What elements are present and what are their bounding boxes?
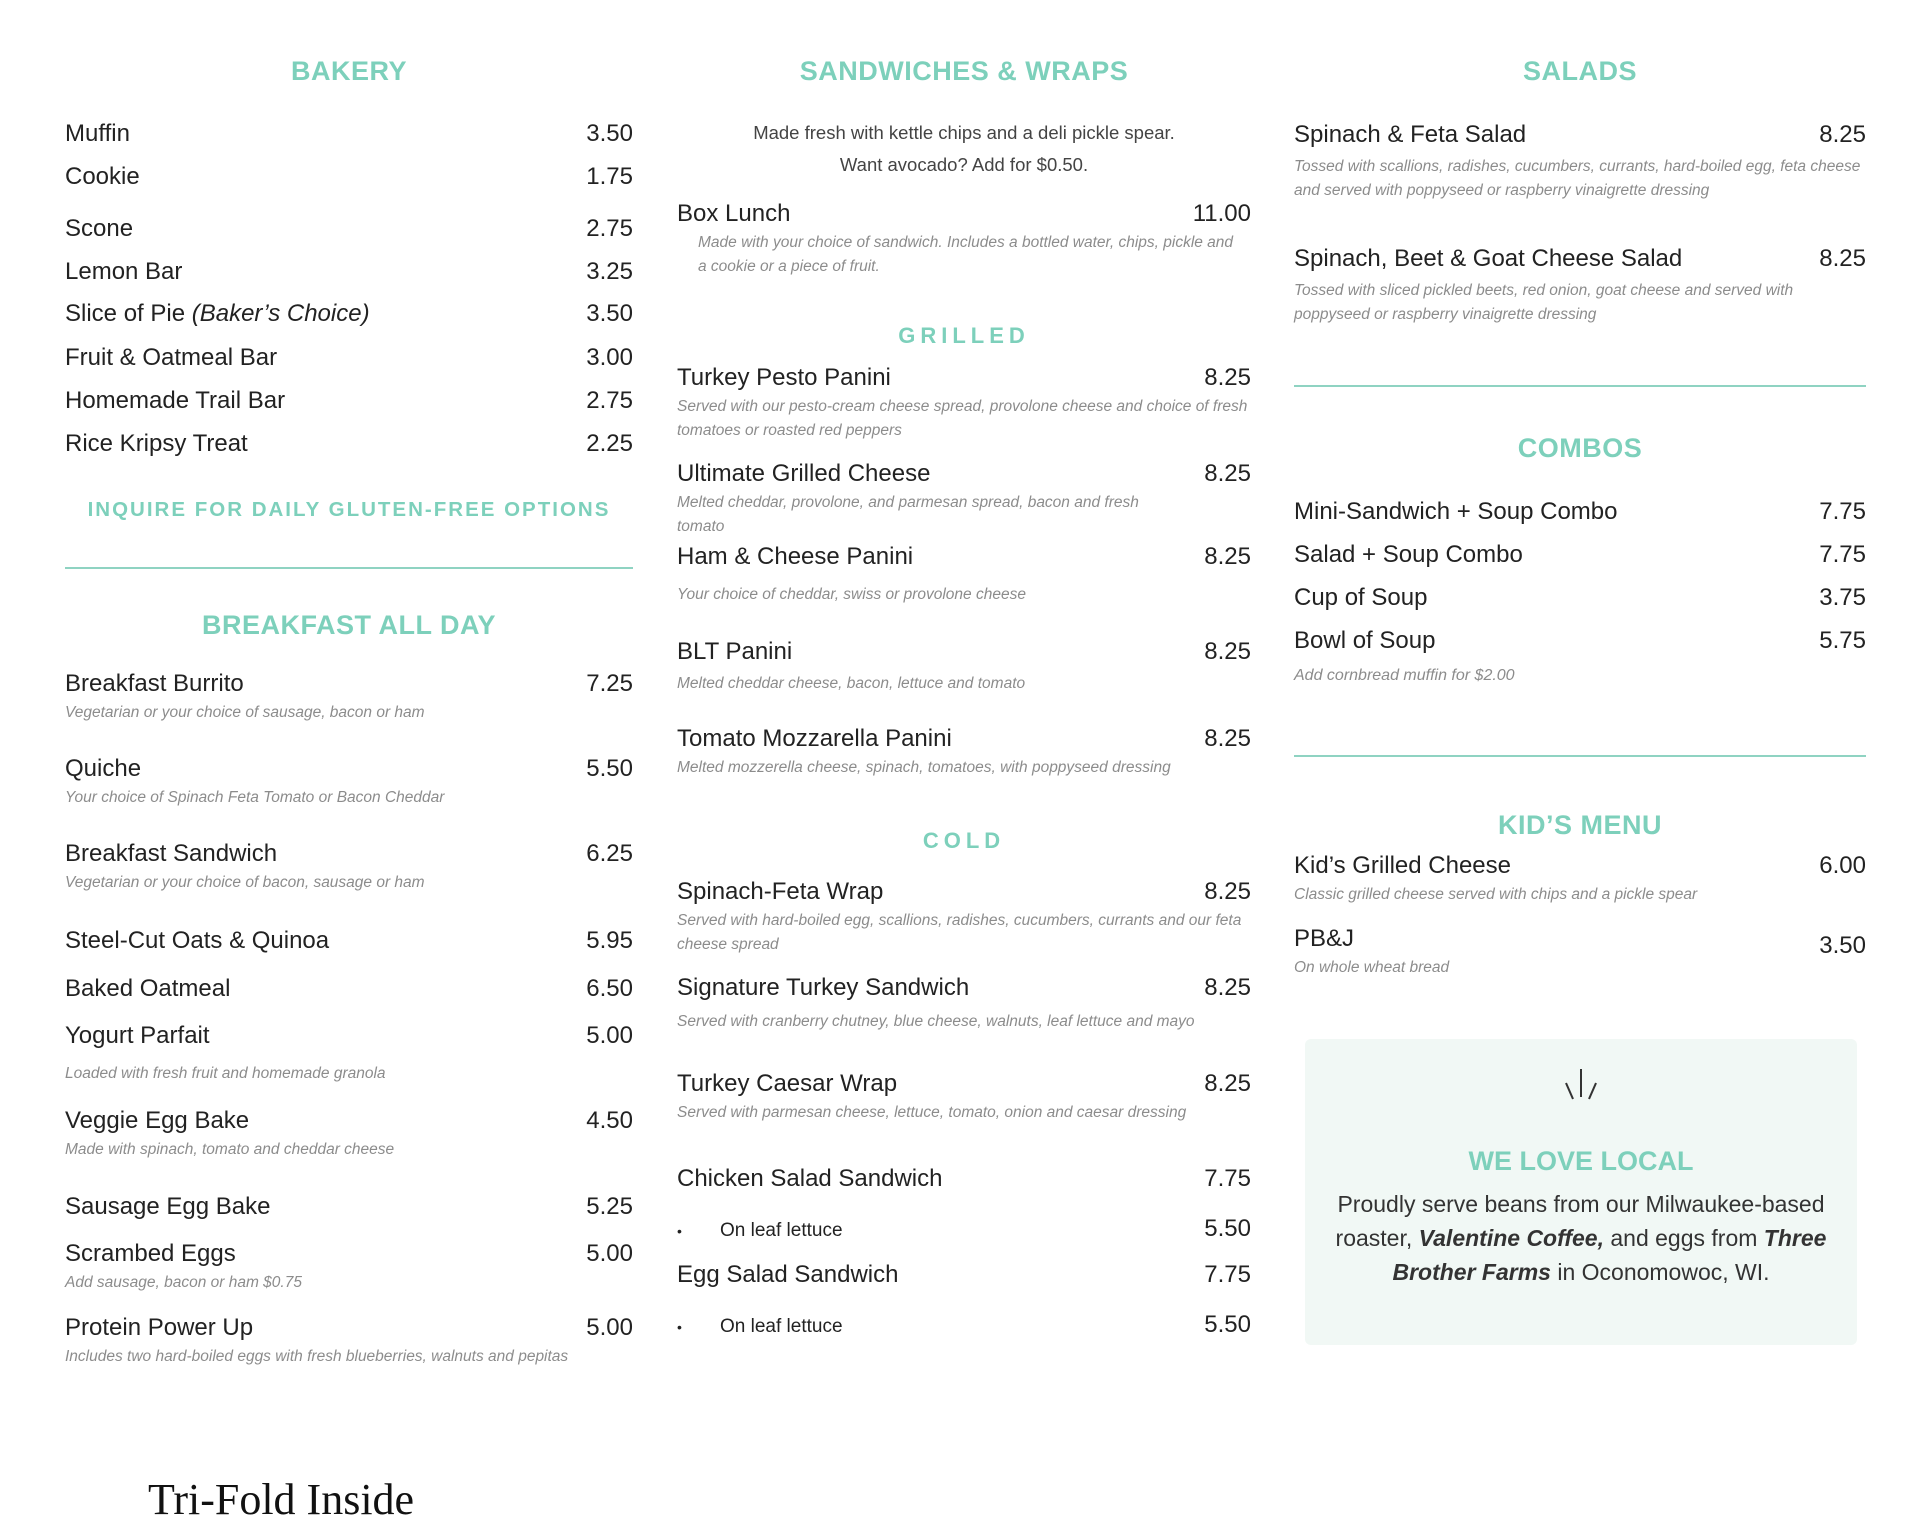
item-price: 2.25: [586, 430, 633, 457]
item-name: Cookie: [65, 163, 140, 190]
item-description: Vegetarian or your choice of sausage, bacon or ham: [65, 704, 425, 721]
item-name: Egg Salad Sandwich: [677, 1261, 899, 1288]
item-name: Cup of Soup: [1294, 584, 1428, 611]
menu-item: [677, 460, 1251, 539]
sub-item-label: On leaf lettuce: [720, 1316, 843, 1337]
menu-item: [65, 120, 633, 148]
local-text-part: in Oconomowoc, WI.: [1557, 1259, 1770, 1285]
item-description: Melted cheddar, provolone, and parmesan spread, bacon and fresh tomato: [677, 494, 1139, 535]
item-name: Kid’s Grilled Cheese: [1294, 852, 1511, 879]
item-price: 2.75: [586, 215, 633, 242]
item-name: Bowl of Soup: [1294, 627, 1436, 654]
item-description: Includes two hard-boiled eggs with fresh blueberries, walnuts and pepitas: [65, 1348, 569, 1365]
menu-sub-item: [677, 1311, 1251, 1339]
we-love-local-text: [1325, 1187, 1837, 1289]
item-price: 3.00: [586, 344, 633, 371]
item-name: Fruit & Oatmeal Bar: [65, 344, 278, 371]
item-price: 4.50: [586, 1107, 633, 1134]
item-name: Baked Oatmeal: [65, 975, 231, 1002]
item-name: [65, 300, 370, 328]
menu-item: [677, 1070, 1251, 1125]
item-name: BLT Panini: [677, 638, 793, 665]
menu-item: [65, 840, 633, 895]
item-price: 8.25: [1204, 974, 1251, 1001]
combos-heading: COMBOS: [1517, 433, 1643, 463]
item-price: 6.50: [586, 975, 633, 1002]
item-name: Protein Power Up: [65, 1314, 254, 1341]
coffee-roaster-name: Valentine Coffee,: [1418, 1225, 1604, 1251]
menu-item: [65, 670, 633, 725]
item-name: Yogurt Parfait: [65, 1022, 210, 1049]
item-name: Homemade Trail Bar: [65, 387, 286, 414]
menu-item: [677, 725, 1251, 780]
menu-item: [65, 215, 633, 243]
menu-item: [65, 755, 633, 810]
menu-item: [1294, 627, 1866, 655]
salads-heading: SALADS: [1522, 56, 1637, 86]
item-price: 5.00: [586, 1240, 633, 1267]
item-price: 3.50: [586, 120, 633, 147]
item-name: Rice Kripsy Treat: [65, 430, 248, 457]
menu-item: [1294, 245, 1866, 327]
item-description: Made with spinach, tomato and cheddar cheese: [65, 1141, 395, 1158]
item-name: Turkey Pesto Panini: [677, 364, 891, 391]
sandwiches-heading: SANDWICHES & WRAPS: [799, 56, 1129, 86]
item-name: Quiche: [65, 755, 142, 782]
item-price: 8.25: [1819, 245, 1866, 272]
menu-item: [65, 1240, 633, 1295]
cold-subheading: COLD: [922, 828, 1006, 853]
item-price: 7.75: [1204, 1261, 1251, 1288]
item-name: Scone: [65, 215, 134, 242]
item-description: Loaded with fresh fruit and homemade granola: [65, 1065, 386, 1082]
item-name: Spinach, Beet & Goat Cheese Salad: [1294, 245, 1683, 272]
local-text-part: and eggs from: [1610, 1225, 1758, 1251]
item-name: Breakfast Sandwich: [65, 840, 278, 867]
sub-item-name: [677, 1220, 843, 1242]
item-description: On whole wheat bread: [1294, 959, 1450, 976]
item-name: Scrambed Eggs: [65, 1240, 236, 1267]
item-description: Tossed with sliced pickled beets, red onion, goat cheese and served with poppyseed or raspberry vinaigrette dressing: [1294, 282, 1794, 323]
item-name: PB&J: [1294, 925, 1355, 952]
item-price: 5.25: [586, 1193, 633, 1220]
sub-item-name: [677, 1316, 843, 1338]
menu-item: [65, 300, 633, 328]
item-name: Veggie Egg Bake: [65, 1107, 250, 1134]
item-description: Tossed with scallions, radishes, cucumbers, currants, hard-boiled egg, feta cheese and served with poppyseed or raspberry vinaigrette dressing: [1294, 158, 1861, 199]
combo-note: Add cornbread muffin for $2.00: [1294, 667, 1515, 684]
section-divider: [1294, 385, 1866, 387]
item-name: Salad + Soup Combo: [1294, 541, 1523, 568]
item-description: Melted mozzerella cheese, spinach, tomatoes, with poppyseed dressing: [677, 759, 1171, 776]
menu-item: [65, 430, 633, 458]
item-name: Sausage Egg Bake: [65, 1193, 271, 1220]
menu-item: [677, 364, 1251, 443]
menu-item: [1294, 541, 1866, 569]
menu-item: [677, 200, 1251, 279]
menu-item: [1294, 584, 1866, 612]
item-description: Your choice of Spinach Feta Tomato or Bacon Cheddar: [65, 789, 445, 806]
item-price: 8.25: [1204, 1070, 1251, 1097]
item-description: Served with parmesan cheese, lettuce, tomato, onion and caesar dressing: [677, 1104, 1187, 1121]
menu-item: [677, 543, 1251, 607]
menu-item: [65, 927, 633, 955]
item-price: 8.25: [1819, 121, 1866, 148]
item-price: 5.75: [1819, 627, 1866, 654]
item-name-text: Slice of Pie: [65, 300, 186, 327]
we-love-local-panel: [1305, 1039, 1857, 1345]
sub-item-price: 5.50: [1204, 1311, 1251, 1338]
item-name: Box Lunch: [677, 200, 791, 227]
section-divider: [1294, 755, 1866, 757]
item-name: Tomato Mozzarella Panini: [677, 725, 952, 752]
item-price: 3.50: [1819, 932, 1866, 959]
item-description: Classic grilled cheese served with chips and a pickle spear: [1294, 886, 1698, 903]
item-name: Spinach-Feta Wrap: [677, 878, 884, 905]
item-name: Ham & Cheese Panini: [677, 543, 914, 570]
intro-line-1: Made fresh with kettle chips and a deli pickle spear.: [753, 122, 1175, 143]
intro-line-2: Want avocado? Add for $0.50.: [839, 154, 1089, 175]
item-name: Muffin: [65, 120, 130, 147]
menu-item: [677, 1261, 1251, 1289]
menu-item: [1294, 498, 1866, 526]
item-name: Ultimate Grilled Cheese: [677, 460, 931, 487]
menu-item: [677, 974, 1251, 1034]
local-text-part: Proudly serve beans from our Milwaukee-based roaster,: [1335, 1191, 1825, 1251]
item-price: 5.95: [586, 927, 633, 954]
item-name: Breakfast Burrito: [65, 670, 244, 697]
item-price: 1.75: [586, 163, 633, 190]
item-price: 2.75: [586, 387, 633, 414]
farm-name: Three Brother Farms: [1392, 1225, 1827, 1285]
menu-item: [65, 975, 633, 1003]
item-price: 8.25: [1204, 460, 1251, 487]
breakfast-heading: BREAKFAST ALL DAY: [201, 610, 497, 640]
item-price: 7.75: [1204, 1165, 1251, 1192]
section-divider: [65, 567, 633, 569]
item-price: 6.25: [586, 840, 633, 867]
item-price: 8.25: [1204, 543, 1251, 570]
grilled-subheading: GRILLED: [898, 323, 1030, 348]
sub-item-label: On leaf lettuce: [720, 1220, 843, 1241]
page-footer-label: Tri-Fold Inside: [148, 1475, 415, 1524]
item-price: 7.75: [1819, 541, 1866, 568]
item-name: Lemon Bar: [65, 258, 183, 285]
item-price: 7.25: [586, 670, 633, 697]
menu-item: [65, 1314, 633, 1369]
item-name: Steel-Cut Oats & Quinoa: [65, 927, 330, 954]
menu-item: [1294, 852, 1866, 907]
menu-item: [1294, 925, 1866, 980]
item-description: Served with our pesto-cream cheese spread, provolone cheese and choice of fresh tomatoes or roasted red peppers: [677, 398, 1248, 439]
menu-item: [65, 1022, 633, 1086]
item-name: Turkey Caesar Wrap: [677, 1070, 898, 1097]
item-description: Melted cheddar cheese, bacon, lettuce and tomato: [677, 675, 1026, 692]
menu-item: [677, 878, 1251, 957]
menu-item: [65, 1193, 633, 1221]
kids-heading: KID’S MENU: [1497, 810, 1662, 840]
item-name: Chicken Salad Sandwich: [677, 1165, 943, 1192]
item-name: Mini-Sandwich + Soup Combo: [1294, 498, 1618, 525]
item-price: 7.75: [1819, 498, 1866, 525]
item-description: Served with hard-boiled egg, scallions, radishes, cucumbers, currants and our feta cheese spread: [677, 912, 1242, 953]
item-note: (Baker’s Choice): [191, 300, 370, 327]
menu-item: [65, 344, 633, 372]
item-name: Spinach & Feta Salad: [1294, 121, 1527, 148]
menu-item: [1294, 121, 1866, 203]
item-price: 5.50: [586, 755, 633, 782]
bakery-heading: BAKERY: [290, 56, 407, 86]
menu-sub-item: [677, 1215, 1251, 1243]
we-love-local-heading: WE LOVE LOCAL: [1468, 1146, 1694, 1176]
item-price: 5.00: [586, 1314, 633, 1341]
item-description: Your choice of cheddar, swiss or provolone cheese: [677, 586, 1026, 603]
gluten-free-notice: INQUIRE FOR DAILY GLUTEN-FREE OPTIONS: [87, 498, 611, 521]
bullet-icon: •: [677, 1223, 682, 1239]
item-price: 3.25: [586, 258, 633, 285]
item-price: 5.00: [586, 1022, 633, 1049]
item-description: Served with cranberry chutney, blue cheese, walnuts, leaf lettuce and mayo: [677, 1013, 1195, 1030]
item-price: 8.25: [1204, 364, 1251, 391]
menu-item: [677, 638, 1251, 696]
item-price: 3.75: [1819, 584, 1866, 611]
sandwiches-intro: [677, 117, 1251, 181]
item-price: 3.50: [586, 300, 633, 327]
bullet-icon: •: [677, 1319, 682, 1335]
menu-item: [65, 163, 633, 191]
item-description: Made with your choice of sandwich. Includes a bottled water, chips, pickle and a cookie or a piece of fruit.: [698, 234, 1234, 275]
item-description: Vegetarian or your choice of bacon, sausage or ham: [65, 874, 425, 891]
item-price: 8.25: [1204, 878, 1251, 905]
menu-item: [677, 1165, 1251, 1193]
sparkle-icon: [1551, 1065, 1611, 1121]
sub-item-price: 5.50: [1204, 1215, 1251, 1242]
menu-item: [65, 387, 633, 415]
menu-item: [65, 1107, 633, 1162]
item-price: 6.00: [1819, 852, 1866, 879]
menu-item: [65, 258, 633, 286]
item-name: Signature Turkey Sandwich: [677, 974, 970, 1001]
item-price: 8.25: [1204, 725, 1251, 752]
item-price: 8.25: [1204, 638, 1251, 665]
item-price: 11.00: [1192, 200, 1251, 227]
item-description: Add sausage, bacon or ham $0.75: [65, 1274, 302, 1291]
